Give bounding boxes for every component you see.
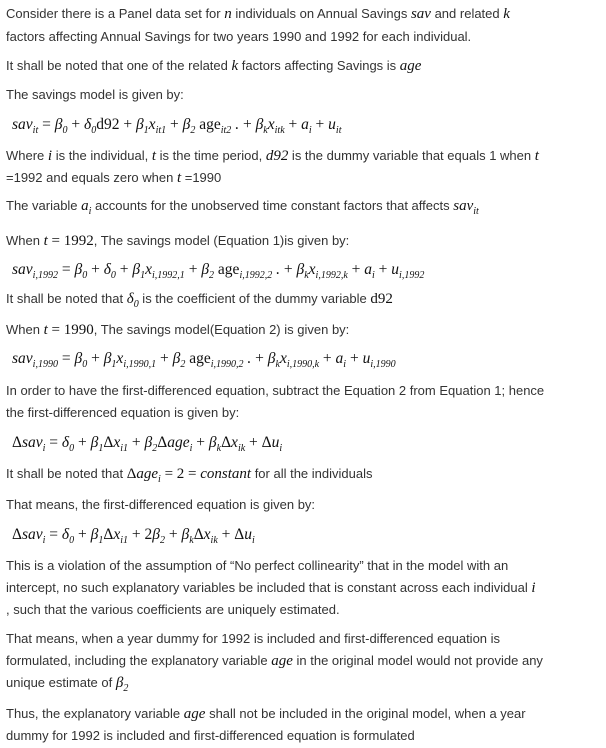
when-1990-line <box>6 322 349 338</box>
math-delta-age: Δage$_i$ = 2 = constant <box>126 466 252 485</box>
equation-1992: $sav_{i,1992} = \beta_0 + \delta_0 + \beta_1x_{i,1992,1} + \beta_2$ age$_{i,1992,2}$ . + $\beta_kx_{i,1992,k} + a_i + u_{i,1992}$ <box>12 261 425 281</box>
math-ai: $a_i$ <box>81 198 92 217</box>
math-d92: d92 <box>370 291 393 307</box>
text: in the original model would not provide any <box>292 653 543 668</box>
violation-line-3: , such that the various coefficients are uniquely estimated. <box>6 602 340 617</box>
equation-first-difference-constant: $\Delta sav_i = \delta_0 + \beta_1\Delta x_{i1} + 2\beta_2 + \beta_k\Delta x_{ik} + \Delta u_i$ <box>12 526 255 546</box>
that-means-line: That means, the first-differenced equation is given by: <box>6 497 316 512</box>
text: , The savings model(Equation 2) is given by: <box>93 322 350 337</box>
text: factors affecting Annual Savings for two years 1990 and 1992 for each individual. <box>6 29 472 44</box>
text: Consider there is a Panel data set for <box>6 6 225 21</box>
text: accounts for the unobserved time constant factors that affects <box>91 198 454 213</box>
equation-1990: $sav_{i,1990} = \beta_0 + \beta_1x_{i,1990,1} + \beta_2$ age$_{i,1990,2}$ . + $\beta_kx_{i,1990,k} + a_i + u_{i,1990}$ <box>12 350 396 370</box>
text: for all the individuals <box>251 466 373 481</box>
differencing-line-2: the first-differenced equation is given by: <box>6 405 240 420</box>
where-line-2 <box>6 170 221 186</box>
math-n: n <box>224 6 232 22</box>
text: The variable <box>6 198 82 213</box>
conclusion-line-1: That means, when a year dummy for 1992 is included and first-differenced equation is <box>6 631 501 646</box>
math-d92: d92 <box>265 148 289 164</box>
text: unique estimate of <box>6 675 116 690</box>
text: individuals on Annual Savings <box>231 6 411 21</box>
final-line-1 <box>6 706 526 722</box>
text: It shall be noted that <box>6 291 127 306</box>
text: It shall be noted that <box>6 466 127 481</box>
math-i: i <box>531 580 536 596</box>
delta-coefficient-line <box>6 291 393 310</box>
intro-line-1 <box>6 6 510 22</box>
math-sav-it: sav$_{it}$ <box>453 198 479 217</box>
math-t-1990: t = 1990 <box>43 322 94 338</box>
math-age: age <box>183 706 206 722</box>
equation-first-difference: $\Delta sav_i = \delta_0 + \beta_1\Delta x_{i1} + \beta_2\Delta age_i + \beta_k\Delta x_{ik} + \Delta u_i$ <box>12 434 283 454</box>
where-line-1 <box>6 148 539 164</box>
text: , The savings model (Equation 1)is given by: <box>93 233 350 248</box>
math-t: t <box>151 148 156 164</box>
age-factor-line <box>6 58 421 74</box>
text: factors affecting Savings is <box>238 58 400 73</box>
text: =1992 and equals zero when <box>6 170 177 185</box>
text: intercept, no such explanatory variables be included that is constant across each individual <box>6 580 532 595</box>
text: is the dummy variable that equals 1 when <box>288 148 535 163</box>
math-age: age <box>399 58 422 74</box>
text: It shall be noted that one of the related <box>6 58 232 73</box>
intro-line-2 <box>6 29 471 45</box>
math-beta2: $\beta_2$ <box>115 675 129 694</box>
text: formulated, including the explanatory variable <box>6 653 272 668</box>
model-intro: The savings model is given by: <box>6 87 184 102</box>
text: is the individual, <box>52 148 152 163</box>
text: Where <box>6 148 48 163</box>
violation-line-1: This is a violation of the assumption of “No perfect collinearity” that in the model with an <box>6 558 509 573</box>
math-i: i <box>47 148 53 164</box>
differencing-line-1: In order to have the first-differenced equation, subtract the Equation 2 from Equation 1; hence <box>6 383 545 398</box>
math-k: k <box>503 6 510 22</box>
text: When <box>6 233 44 248</box>
math-age: age <box>271 653 293 669</box>
final-line-2: dummy for 1992 is included and first-differenced equation is formulated <box>6 728 415 743</box>
math-sav: sav <box>410 6 431 22</box>
math-k: k <box>231 58 239 74</box>
text: Thus, the explanatory variable <box>6 706 184 721</box>
math-t: t <box>176 170 182 186</box>
text: is the time period, <box>155 148 266 163</box>
math-t: t <box>534 148 539 164</box>
conclusion-line-2 <box>6 653 543 669</box>
violation-line-2 <box>6 580 536 596</box>
constant-age-line <box>6 466 373 485</box>
variable-ai-line <box>6 198 479 217</box>
text: is the coefficient of the dummy variable <box>138 291 371 306</box>
when-1992-line <box>6 233 349 249</box>
text: When <box>6 322 44 337</box>
text: and related <box>430 6 504 21</box>
conclusion-line-3 <box>6 675 129 694</box>
equation-savings-model: $sav_{it} = \beta_0 + \delta_0d92 + \beta_1x_{it1} + \beta_2$ age$_{it2}$ . + $\beta_kx_{itk} + a_i + u_{it}$ <box>12 116 342 136</box>
math-t-1992: t = 1992 <box>43 233 94 249</box>
text: =1990 <box>181 170 222 185</box>
text: shall not be included in the original model, when a year <box>205 706 526 721</box>
math-delta0: $\delta_0$ <box>126 291 139 310</box>
